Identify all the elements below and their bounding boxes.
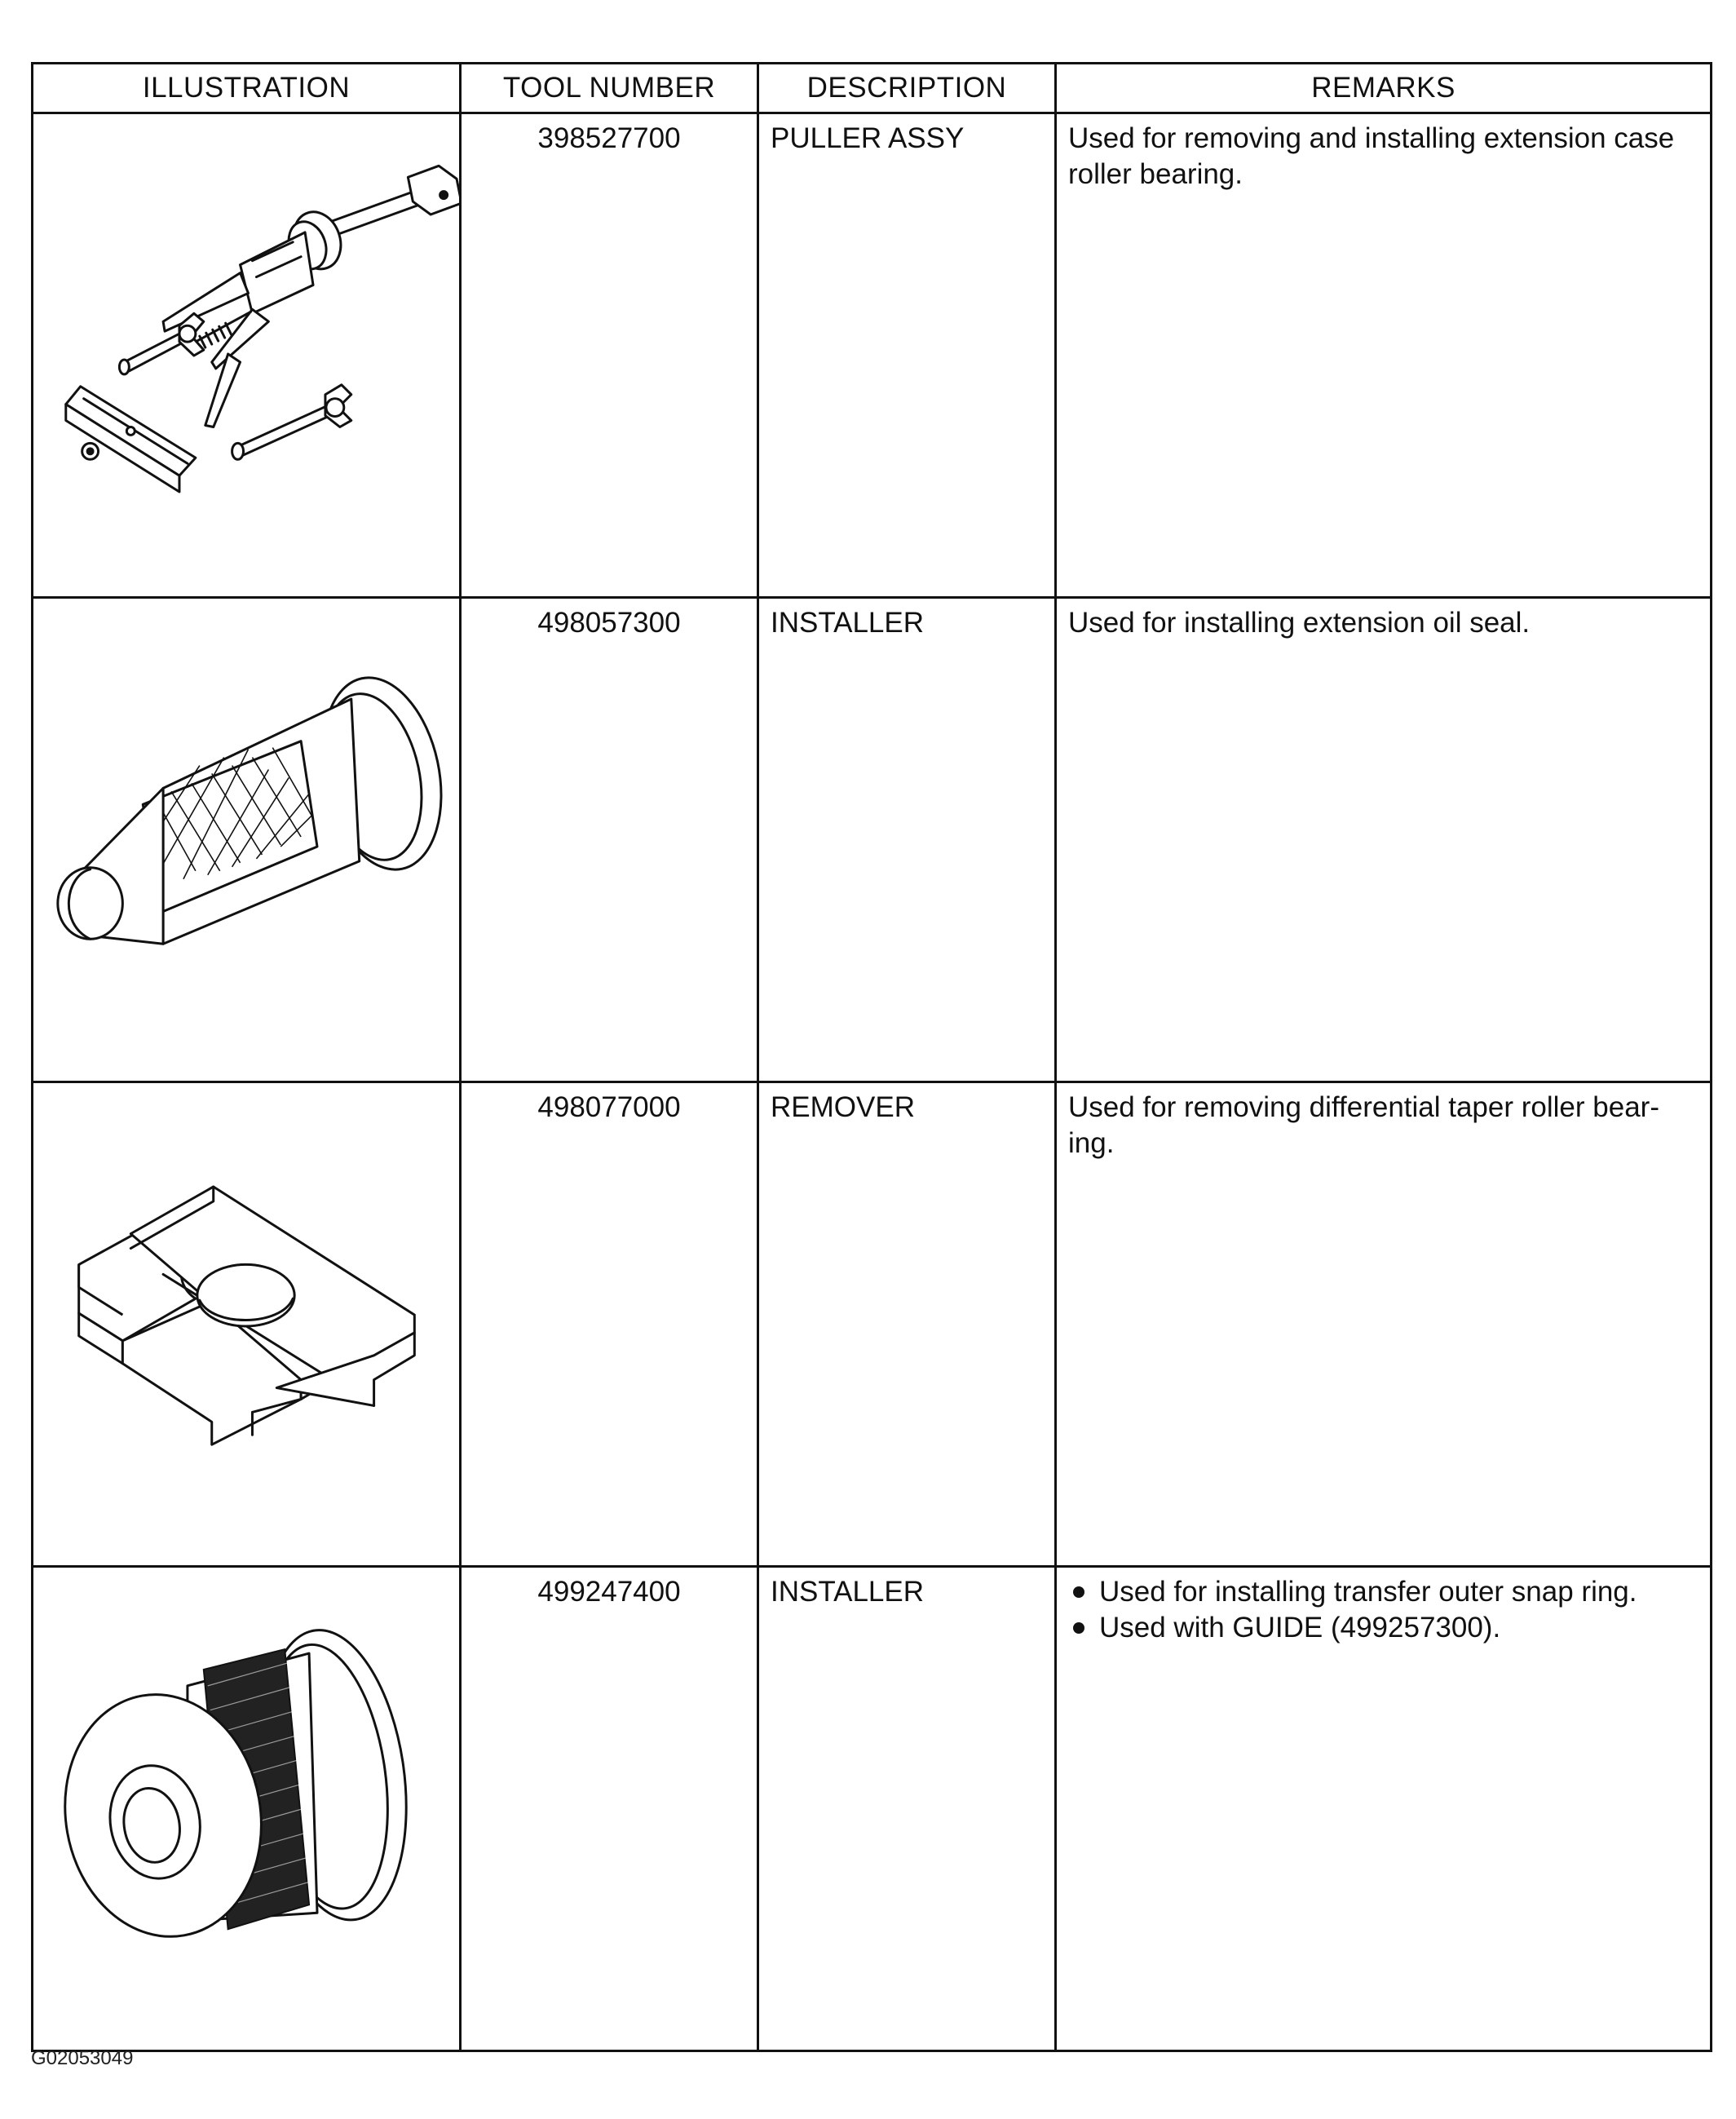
snap-ring-installer-icon — [33, 1568, 459, 2050]
tool-number: 498077000 — [461, 1082, 758, 1567]
puller-assembly-icon — [33, 114, 459, 596]
table-row — [33, 113, 1712, 598]
bearing-remover-plate-icon — [33, 1083, 459, 1565]
illustration-cell — [33, 598, 461, 1082]
table-row — [33, 1567, 1712, 2051]
tool-number: 398527700 — [461, 113, 758, 598]
remark-text: Used for removing differential taper roller bear-ing. — [1068, 1091, 1659, 1159]
special-tools-table — [31, 62, 1712, 2052]
table-row — [33, 1082, 1712, 1567]
table-row — [33, 598, 1712, 1082]
figure-code: G02053049 — [31, 2047, 134, 2069]
tool-description: INSTALLER — [758, 598, 1056, 1082]
remark-text: Used for removing and installing extension case roller bearing. — [1068, 122, 1675, 190]
tool-remarks — [1056, 113, 1712, 598]
header-illustration: ILLUSTRATION — [33, 64, 461, 113]
illustration-cell — [33, 113, 461, 598]
remarks-list — [1068, 1574, 1702, 1646]
tool-number: 498057300 — [461, 598, 758, 1082]
header-remarks: REMARKS — [1056, 64, 1712, 113]
tool-number: 499247400 — [461, 1567, 758, 2051]
tool-description: REMOVER — [758, 1082, 1056, 1567]
list-item: Used with GUIDE (499257300). — [1068, 1610, 1702, 1646]
list-item: Used for installing transfer outer snap ring. — [1068, 1574, 1702, 1610]
tool-remarks — [1056, 1567, 1712, 2051]
header-description: DESCRIPTION — [758, 64, 1056, 113]
table-header-row — [33, 64, 1712, 113]
tool-description: INSTALLER — [758, 1567, 1056, 2051]
tool-remarks — [1056, 598, 1712, 1082]
remark-text: Used for installing extension oil seal. — [1068, 607, 1531, 639]
illustration-cell — [33, 1082, 461, 1567]
tool-description: PULLER ASSY — [758, 113, 1056, 598]
oil-seal-installer-icon — [33, 599, 459, 1081]
illustration-cell — [33, 1567, 461, 2051]
tool-remarks — [1056, 1082, 1712, 1567]
header-tool-number: TOOL NUMBER — [461, 64, 758, 113]
